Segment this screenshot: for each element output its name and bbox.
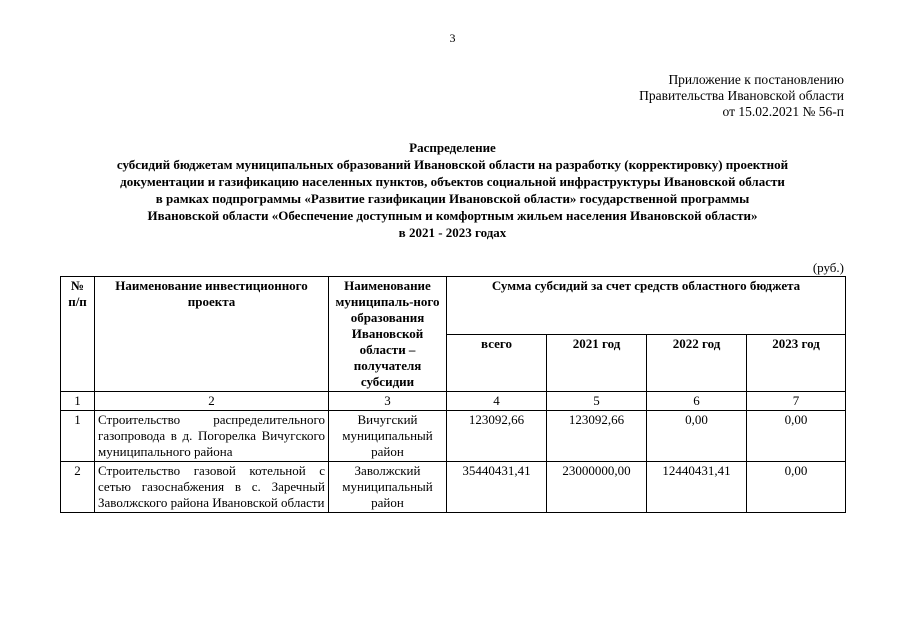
header-total: всего bbox=[447, 334, 547, 392]
row-total: 35440431,41 bbox=[447, 462, 547, 513]
appendix-line: Правительства Ивановской области bbox=[639, 88, 844, 103]
row-project: Строительство газовой котельной с сетью газоснабжения в с. Заречный Заволжского района Ивановской области bbox=[95, 462, 329, 513]
appendix-line: от 15.02.2021 № 56-п bbox=[722, 104, 844, 119]
row-municipality: Вичугский муниципальный район bbox=[329, 411, 447, 462]
heading-line: документации и газификацию населенных пунктов, объектов социальной инфраструктуры Ивановской области bbox=[120, 174, 785, 189]
row-num: 1 bbox=[61, 411, 95, 462]
column-number: 1 bbox=[61, 392, 95, 411]
table-header-row bbox=[61, 277, 846, 335]
row-2023: 0,00 bbox=[747, 411, 846, 462]
appendix-line: Приложение к постановлению bbox=[668, 72, 844, 87]
row-total: 123092,66 bbox=[447, 411, 547, 462]
row-2022: 12440431,41 bbox=[647, 462, 747, 513]
header-2023: 2023 год bbox=[747, 334, 846, 392]
column-number-row bbox=[61, 392, 846, 411]
row-2021: 23000000,00 bbox=[547, 462, 647, 513]
header-2022: 2022 год bbox=[647, 334, 747, 392]
column-number: 2 bbox=[95, 392, 329, 411]
column-number: 7 bbox=[747, 392, 846, 411]
row-2023: 0,00 bbox=[747, 462, 846, 513]
heading-line: субсидий бюджетам муниципальных образований Ивановской области на разработку (корректировку) проектной bbox=[116, 157, 789, 172]
row-num: 2 bbox=[61, 462, 95, 513]
header-num: № п/п bbox=[61, 277, 95, 392]
table-row bbox=[61, 411, 846, 462]
column-number: 5 bbox=[547, 392, 647, 411]
header-2021: 2021 год bbox=[547, 334, 647, 392]
column-number: 3 bbox=[329, 392, 447, 411]
header-sum-group: Сумма субсидий за счет средств областного бюджета bbox=[447, 277, 846, 335]
document-heading bbox=[40, 139, 865, 241]
row-municipality: Заволжский муниципальный район bbox=[329, 462, 447, 513]
column-number: 4 bbox=[447, 392, 547, 411]
header-project: Наименование инвестиционного проекта bbox=[95, 277, 329, 392]
heading-line: Ивановской области «Обеспечение доступным и комфортным жильем населения Ивановской области» bbox=[147, 208, 758, 223]
column-number: 6 bbox=[647, 392, 747, 411]
heading-line: в 2021 - 2023 годах bbox=[398, 225, 507, 240]
header-municipality: Наименование муниципаль-ного образования Ивановской области – получателя субсидии bbox=[329, 277, 447, 392]
row-2021: 123092,66 bbox=[547, 411, 647, 462]
subsidy-table bbox=[60, 276, 846, 513]
table-row bbox=[61, 462, 846, 513]
page-number: 3 bbox=[449, 31, 456, 45]
row-2022: 0,00 bbox=[647, 411, 747, 462]
heading-title: Распределение bbox=[409, 140, 496, 155]
currency-unit: (руб.) bbox=[812, 260, 844, 275]
appendix-note bbox=[639, 72, 844, 120]
heading-line: в рамках подпрограммы «Развитие газификации Ивановской области» государственной программы bbox=[155, 191, 750, 206]
row-project: Строительство распределительного газопровода в д. Погорелка Вичугского муниципального района bbox=[95, 411, 329, 462]
